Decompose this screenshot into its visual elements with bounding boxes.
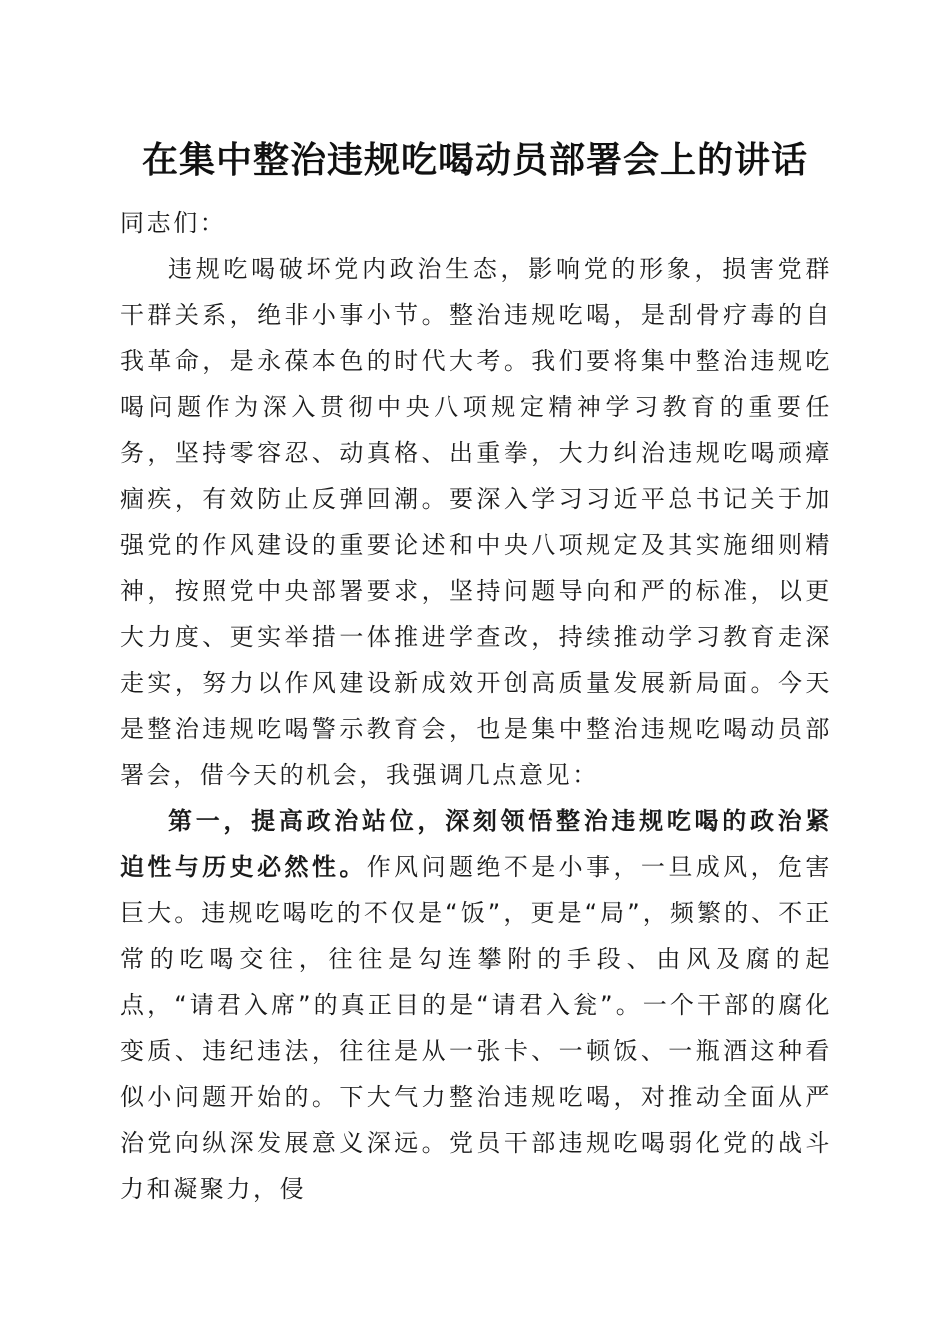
paragraph-intro: 违规吃喝破坏党内政治生态，影响党的形象，损害党群干群关系，绝非小事小节。整治违规吃喝，是刮骨疗毒的自我革命，是永葆本色的时代大考。我们要将集中整治违规吃喝问题作为深入贯彻中央八项规定精神学习教育的重要任务，坚持零容忍、动真格、出重拳，大力纠治违规吃喝顽瘴痼疾，有效防止反弹回潮。要深入学习习近平总书记关于加强党的作风建设的重要论述和中央八项规定及其实施细则精神，按照党中央部署要求，坚持问题导向和严的标准，以更大力度、更实举措一体推进学查改，持续推动学习教育走深走实，努力以作风建设新成效开创高质量发展新局面。今天是整治违规吃喝警示教育会，也是集中整治违规吃喝动员部署会，借今天的机会，我强调几点意见： [120,255,832,789]
salutation: 同志们： [120,209,227,237]
point-one-body: 作风问题绝不是小事，一旦成风，危害巨大。违规吃喝吃的不仅是“饭”，更是“局”，频繁的、不正常的吃喝交往，往往是勾连攀附的手段、由风及腐的起点，“请君入席”的真正目的是“请君入瓮”。一个干部的腐化变质、违纪违法，往往是从一张卡、一顿饭、一瓶酒这种看似小问题开始的。下大气力整治违规吃喝，对推动全面从严治党向纵深发展意义深远。党员干部违规吃喝弱化党的战斗力和凝聚力，侵 [120,853,832,1203]
paragraph-point-one [120,798,832,1212]
document-body [120,200,832,1212]
point-one-heading: 第一，提高政治站位，深刻领悟整治违规吃喝的政治紧迫性与历史必然性。 [120,807,832,881]
document-title: 在集中整治违规吃喝动员部署会上的讲话 [141,139,808,181]
